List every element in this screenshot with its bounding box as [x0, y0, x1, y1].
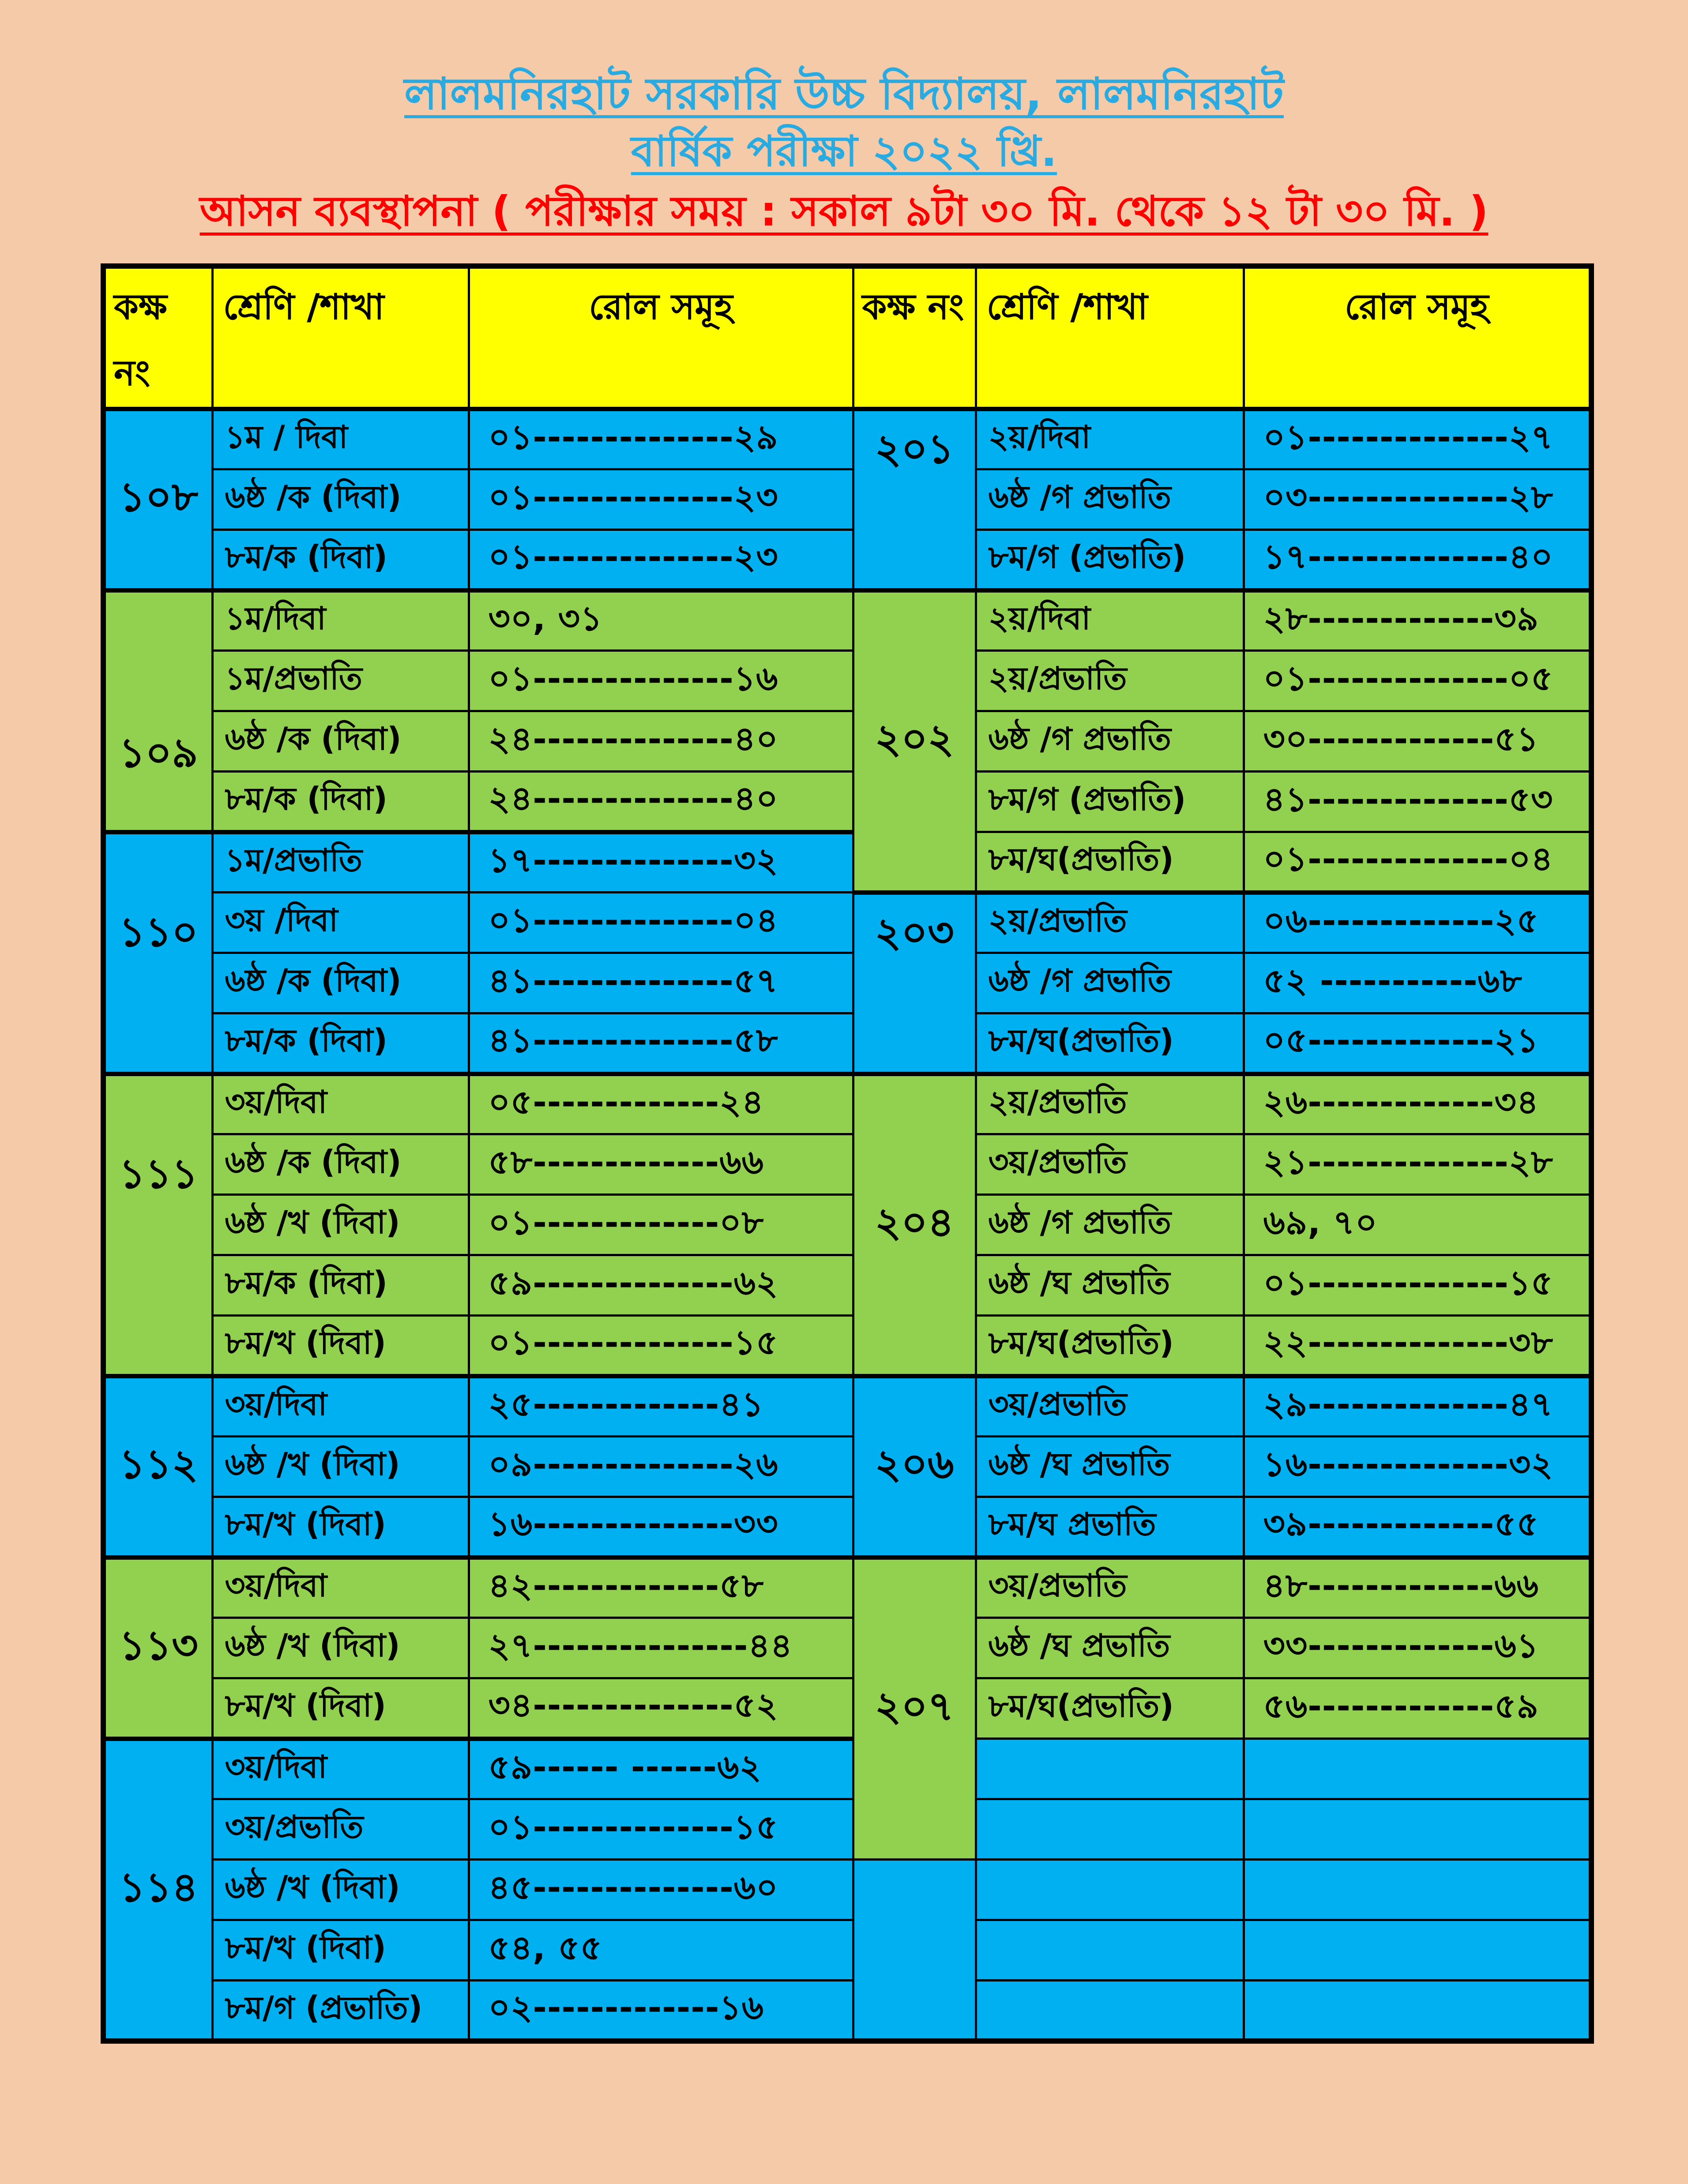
- class-cell: ৬ষ্ঠ /ঘ প্রভাতি: [976, 1255, 1244, 1316]
- room-cell-201: ২০১: [853, 409, 976, 590]
- roll-cell: ০১--------------২৩: [469, 469, 853, 530]
- class-cell: ৬ষ্ঠ /ক (দিবা): [212, 1134, 469, 1195]
- table-row: [103, 1860, 1591, 1920]
- room-cell-202: ২০২: [853, 590, 976, 893]
- class-cell: ৩য়/প্রভাতি: [976, 1376, 1244, 1437]
- empty-cell: [1244, 1981, 1591, 2041]
- roll-cell: ২২--------------৩৮: [1244, 1316, 1591, 1376]
- roll-cell: ৩৪--------------৫২: [469, 1678, 853, 1739]
- roll-cell: ০১--------------২৩: [469, 530, 853, 590]
- table-row: [103, 772, 1591, 832]
- class-cell: ৮ম/ক (দিবা): [212, 1255, 469, 1316]
- class-cell: ৬ষ্ঠ /ক (দিবা): [212, 953, 469, 1013]
- empty-cell: [976, 1920, 1244, 1981]
- room-cell-114: ১১৪: [103, 1739, 212, 2041]
- table-row: [103, 1739, 1591, 1799]
- empty-cell: [976, 1860, 1244, 1920]
- table-row: [103, 1920, 1591, 1981]
- class-cell: ৩য় /দিবা: [212, 893, 469, 953]
- class-cell: ১ম/প্রভাতি: [212, 832, 469, 893]
- roll-cell: ০১--------------২৭: [1244, 409, 1591, 469]
- class-cell: ৩য়/প্রভাতি: [976, 1557, 1244, 1618]
- roll-cell: ২৮-------------৩৯: [1244, 590, 1591, 651]
- room-cell-109: ১০৯: [103, 590, 212, 832]
- table-row: [103, 1074, 1591, 1134]
- class-cell: ৮ম/ঘ(প্রভাতি): [976, 1678, 1244, 1739]
- table-row: [103, 1678, 1591, 1739]
- table-row: [103, 1255, 1591, 1316]
- roll-cell: ০২-------------১৬: [469, 1981, 853, 2041]
- table-row: [103, 651, 1591, 711]
- room-cell-204: ২০৪: [853, 1074, 976, 1376]
- roll-cell: ২৪--------------৪০: [469, 772, 853, 832]
- empty-cell: [1244, 1799, 1591, 1860]
- class-cell: ৮ম/ঘ(প্রভাতি): [976, 832, 1244, 893]
- class-cell: ৮ম/ঘ(প্রভাতি): [976, 1316, 1244, 1376]
- room-cell-203: ২০৩: [853, 893, 976, 1074]
- roll-cell: ০১--------------০৪: [469, 893, 853, 953]
- roll-cell: ৫২ -----------৬৮: [1244, 953, 1591, 1013]
- class-cell: ২য়/প্রভাতি: [976, 893, 1244, 953]
- empty-cell: [1244, 1739, 1591, 1799]
- class-cell: ৮ম/খ (দিবা): [212, 1316, 469, 1376]
- roll-cell: ৩৩-------------৬১: [1244, 1618, 1591, 1678]
- roll-cell: ০১--------------১৬: [469, 651, 853, 711]
- roll-cell: ৫৬-------------৫৯: [1244, 1678, 1591, 1739]
- exam-year-subtitle: বার্ষিক পরীক্ষা ২০২২ খ্রি.: [631, 127, 1057, 176]
- roll-cell: ৫৪, ৫৫: [469, 1920, 853, 1981]
- class-cell: ৮ম/ক (দিবা): [212, 530, 469, 590]
- table-row: [103, 1134, 1591, 1195]
- class-cell: ৮ম/খ (দিবা): [212, 1920, 469, 1981]
- header-roll-right: রোল সমূহ: [1244, 266, 1591, 409]
- class-cell: ৩য়/দিবা: [212, 1557, 469, 1618]
- table-row: [103, 1316, 1591, 1376]
- empty-room-cell: [853, 1860, 976, 2041]
- class-cell: ১ম/প্রভাতি: [212, 651, 469, 711]
- class-cell: ৬ষ্ঠ /খ (দিবা): [212, 1195, 469, 1255]
- school-name-title: লালমনিরহাট সরকারি উচ্চ বিদ্যালয়, লালমনিরহাট: [404, 68, 1284, 120]
- roll-cell: ০১--------------০৫: [1244, 651, 1591, 711]
- roll-cell: ৫৯--------------৬২: [469, 1255, 853, 1316]
- class-cell: ৬ষ্ঠ /গ প্রভাতি: [976, 469, 1244, 530]
- roll-cell: ০৯--------------২৬: [469, 1437, 853, 1497]
- table-row: [103, 1195, 1591, 1255]
- class-cell: ১ম / দিবা: [212, 409, 469, 469]
- class-cell: ৬ষ্ঠ /খ (দিবা): [212, 1860, 469, 1920]
- class-cell: ৩য়/দিবা: [212, 1074, 469, 1134]
- roll-cell: ২৬-------------৩৪: [1244, 1074, 1591, 1134]
- roll-cell: ২৪--------------৪০: [469, 711, 853, 772]
- roll-cell: ১৬--------------৩২: [1244, 1437, 1591, 1497]
- header-class-left: শ্রেণি /শাখা: [212, 266, 469, 409]
- roll-cell: ১৭--------------৪০: [1244, 530, 1591, 590]
- class-cell: ২য়/দিবা: [976, 409, 1244, 469]
- class-cell: ৮ম/ক (দিবা): [212, 1013, 469, 1074]
- table-row: [103, 469, 1591, 530]
- empty-cell: [1244, 1920, 1591, 1981]
- class-cell: ২য়/দিবা: [976, 590, 1244, 651]
- roll-cell: ৪১--------------৫৭: [469, 953, 853, 1013]
- roll-cell: ৪২-------------৫৮: [469, 1557, 853, 1618]
- class-cell: ৮ম/ক (দিবা): [212, 772, 469, 832]
- roll-cell: ১৭--------------৩২: [469, 832, 853, 893]
- roll-cell: ০১--------------২৯: [469, 409, 853, 469]
- class-cell: ৮ম/ঘ প্রভাতি: [976, 1497, 1244, 1557]
- class-cell: ৬ষ্ঠ /ক (দিবা): [212, 469, 469, 530]
- table-row: [103, 409, 1591, 469]
- class-cell: ২য়/প্রভাতি: [976, 1074, 1244, 1134]
- table-row: [103, 711, 1591, 772]
- class-cell: ৬ষ্ঠ /গ প্রভাতি: [976, 953, 1244, 1013]
- class-cell: ৬ষ্ঠ /গ প্রভাতি: [976, 1195, 1244, 1255]
- empty-cell: [976, 1739, 1244, 1799]
- roll-cell: ০৬-------------২৫: [1244, 893, 1591, 953]
- roll-cell: ৪১--------------৫৮: [469, 1013, 853, 1074]
- class-cell: ৮ম/খ (দিবা): [212, 1497, 469, 1557]
- table-row: [103, 1437, 1591, 1497]
- roll-cell: ০৩--------------২৮: [1244, 469, 1591, 530]
- class-cell: ৩য়/প্রভাতি: [976, 1134, 1244, 1195]
- class-cell: ৬ষ্ঠ /ঘ প্রভাতি: [976, 1437, 1244, 1497]
- table-row: [103, 530, 1591, 590]
- class-cell: ৬ষ্ঠ /ক (দিবা): [212, 711, 469, 772]
- class-cell: ১ম/দিবা: [212, 590, 469, 651]
- room-cell-207: ২০৭: [853, 1557, 976, 1860]
- roll-cell: ৩৯-------------৫৫: [1244, 1497, 1591, 1557]
- title-block: [0, 0, 1688, 238]
- roll-cell: ২৭---------------৪৪: [469, 1618, 853, 1678]
- roll-cell: ২৯--------------৪৭: [1244, 1376, 1591, 1437]
- roll-cell: ০১--------------১৫: [1244, 1255, 1591, 1316]
- roll-cell: ৪৫--------------৬০: [469, 1860, 853, 1920]
- header-room-left: কক্ষ নং: [103, 266, 212, 409]
- class-cell: ৬ষ্ঠ /খ (দিবা): [212, 1437, 469, 1497]
- roll-cell: ৩০, ৩১: [469, 590, 853, 651]
- header-roll-left: রোল সমূহ: [469, 266, 853, 409]
- table-row: [103, 832, 1591, 893]
- roll-cell: ০১--------------১৫: [469, 1316, 853, 1376]
- table-row: [103, 1557, 1591, 1618]
- roll-cell: ৪১--------------৫৩: [1244, 772, 1591, 832]
- roll-cell: ৬৯, ৭০: [1244, 1195, 1591, 1255]
- roll-cell: ০১--------------০৪: [1244, 832, 1591, 893]
- table-row: [103, 1981, 1591, 2041]
- roll-cell: ৪৮-------------৬৬: [1244, 1557, 1591, 1618]
- table-row: [103, 893, 1591, 953]
- room-cell-110: ১১০: [103, 832, 212, 1074]
- roll-cell: ৩০-------------৫১: [1244, 711, 1591, 772]
- class-cell: ৮ম/গ (প্রভাতি): [212, 1981, 469, 2041]
- class-cell: ২য়/প্রভাতি: [976, 651, 1244, 711]
- class-cell: ৬ষ্ঠ /খ (দিবা): [212, 1618, 469, 1678]
- table-row: [103, 1618, 1591, 1678]
- roll-cell: ২৫-------------৪১: [469, 1376, 853, 1437]
- class-cell: ৮ম/গ (প্রভাতি): [976, 772, 1244, 832]
- class-cell: ৩য়/দিবা: [212, 1376, 469, 1437]
- table-row: [103, 1497, 1591, 1557]
- class-cell: ৮ম/খ (দিবা): [212, 1678, 469, 1739]
- seating-table: [101, 263, 1594, 2044]
- roll-cell: ৫৯------ ------৬২: [469, 1739, 853, 1799]
- table-row: [103, 953, 1591, 1013]
- seating-time-heading: আসন ব্যবস্থাপনা ( পরীক্ষার সময় : সকাল ৯টা ৩০ মি. থেকে ১২ টা ৩০ মি. ): [199, 188, 1489, 236]
- empty-cell: [1244, 1860, 1591, 1920]
- roll-cell: ০৫-------------২৪: [469, 1074, 853, 1134]
- roll-cell: ১৬--------------৩৩: [469, 1497, 853, 1557]
- room-cell-112: ১১২: [103, 1376, 212, 1557]
- header-room-right: কক্ষ নং: [853, 266, 976, 409]
- table-row: [103, 1013, 1591, 1074]
- class-cell: ৬ষ্ঠ /গ প্রভাতি: [976, 711, 1244, 772]
- class-cell: ৮ম/ঘ(প্রভাতি): [976, 1013, 1244, 1074]
- room-cell-111: ১১১: [103, 1074, 212, 1376]
- room-cell-206: ২০৬: [853, 1376, 976, 1557]
- room-cell-108: ১০৮: [103, 409, 212, 590]
- roll-cell: ০১--------------১৫: [469, 1799, 853, 1860]
- roll-cell: ২১--------------২৮: [1244, 1134, 1591, 1195]
- class-cell: ৮ম/গ (প্রভাতি): [976, 530, 1244, 590]
- roll-cell: ০৫-------------২১: [1244, 1013, 1591, 1074]
- empty-cell: [976, 1981, 1244, 2041]
- class-cell: ৩য়/প্রভাতি: [212, 1799, 469, 1860]
- table-row: [103, 1799, 1591, 1860]
- room-cell-113: ১১৩: [103, 1557, 212, 1739]
- roll-cell: ৫৮-------------৬৬: [469, 1134, 853, 1195]
- empty-cell: [976, 1799, 1244, 1860]
- class-cell: ৩য়/দিবা: [212, 1739, 469, 1799]
- header-class-right: শ্রেণি /শাখা: [976, 266, 1244, 409]
- table-header-row: [103, 266, 1591, 409]
- roll-cell: ০১-------------০৮: [469, 1195, 853, 1255]
- table-row: [103, 590, 1591, 651]
- table-row: [103, 1376, 1591, 1437]
- class-cell: ৬ষ্ঠ /ঘ প্রভাতি: [976, 1618, 1244, 1678]
